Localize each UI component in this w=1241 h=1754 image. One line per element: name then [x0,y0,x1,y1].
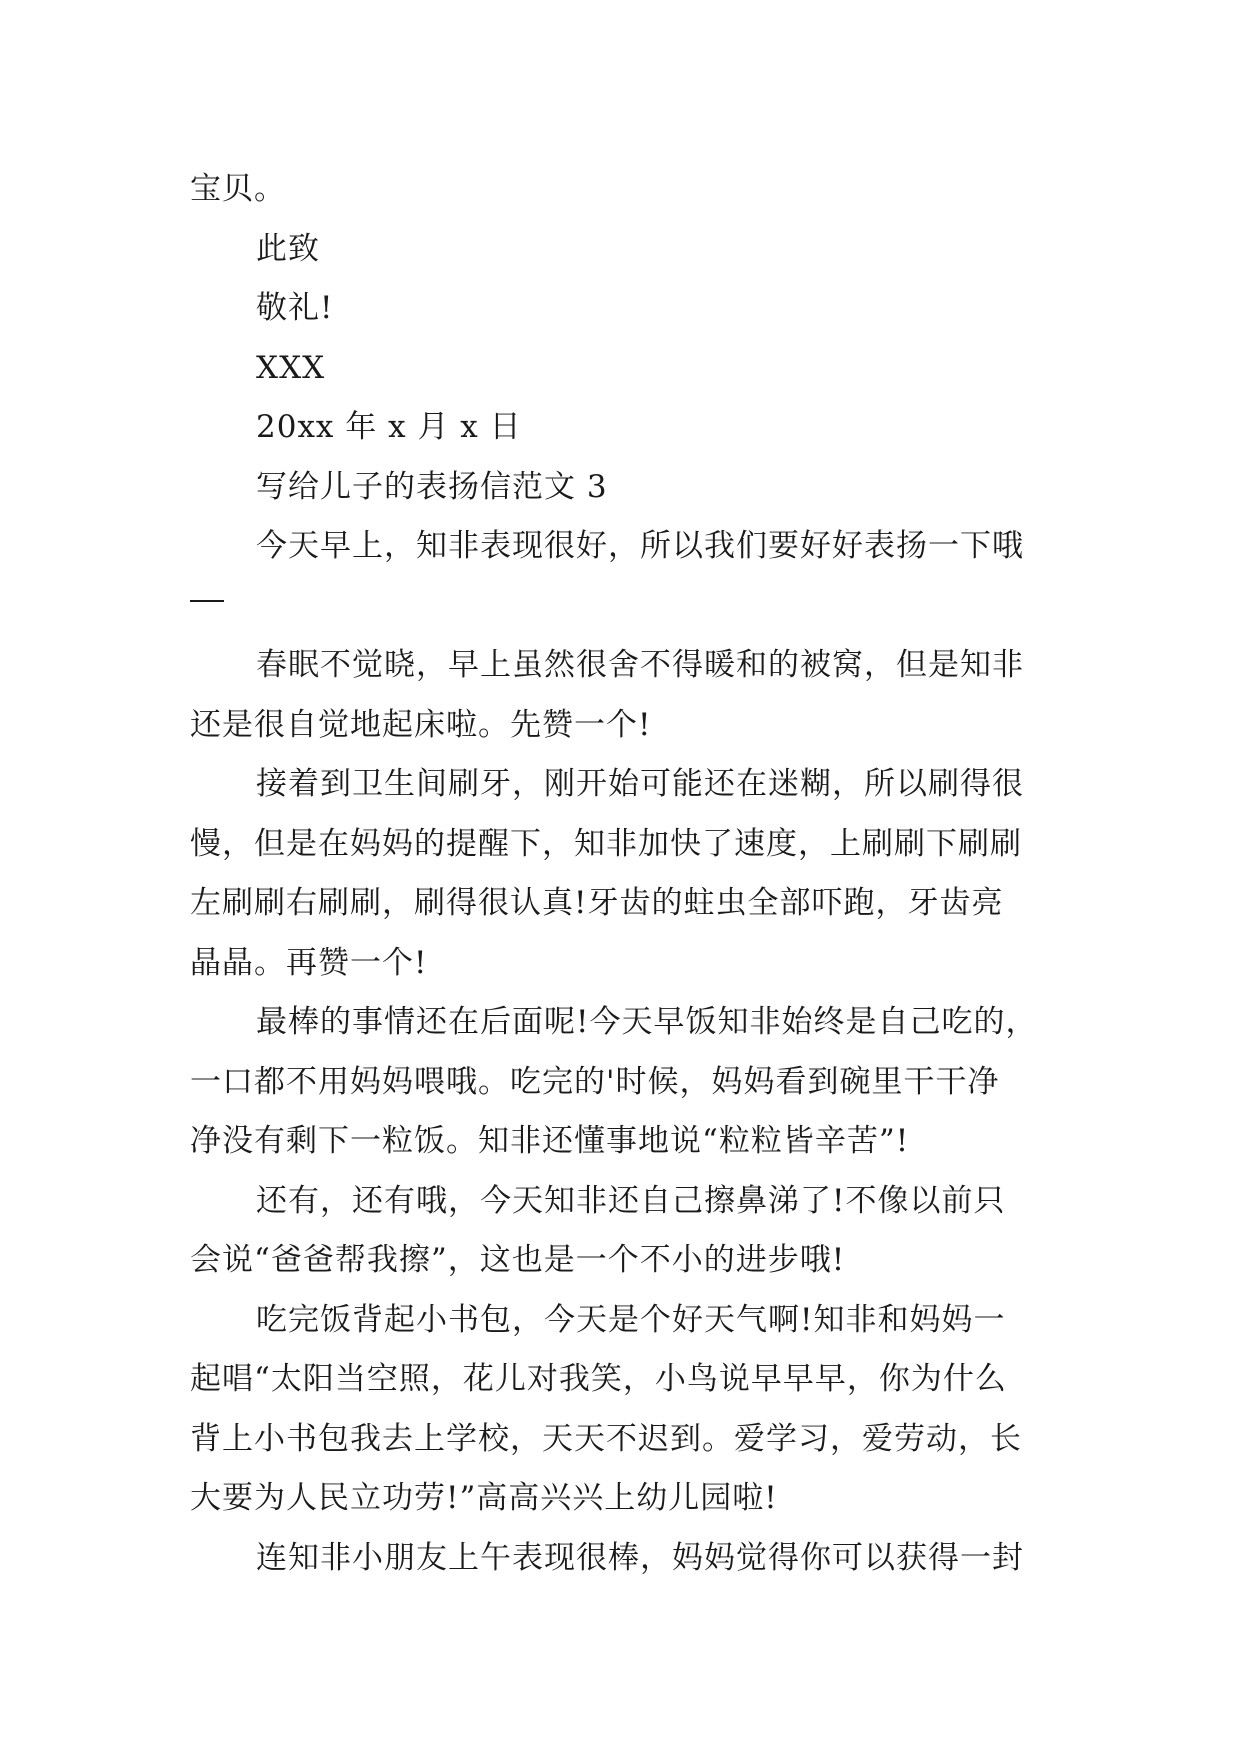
paragraph-line: 大要为人民立功劳!”高高兴兴上幼儿园啦! [190,1480,778,1516]
paragraph-line: 起唱“太阳当空照，花儿对我笑，小鸟说早早早，你为什么 [190,1361,1007,1397]
em-dash [190,600,224,602]
paragraph-line: 吃完饭背起小书包，今天是个好天气啊!知非和妈妈一 [256,1301,1006,1338]
letter-body [190,160,1050,1588]
paragraph-line: 还是很自觉地起床啦。先赞一个! [190,706,652,743]
paragraph-line: 一口都不用妈妈喂哦。吃完的'时候，妈妈看到碗里干干净 [190,1063,1000,1100]
paragraph-line: 今天早上，知非表现很好，所以我们要好好表扬一下哦 [256,528,1024,564]
paragraph-line: 还有，还有哦，今天知非还自己擦鼻涕了!不像以前只 [256,1182,1006,1219]
signature-name: XXX [256,349,326,386]
paragraph-line: 最棒的事情还在后面呢!今天早饭知非始终是自己吃的， [256,1004,1038,1040]
dash-line [190,577,1050,637]
paragraph-line: 宝贝。 [190,171,286,207]
paragraph-line: 会说“爸爸帮我擦”，这也是一个不小的进步哦! [190,1242,846,1278]
paragraph-line: 慢，但是在妈妈的提醒下，知非加快了速度，上刷刷下刷刷 [190,825,1022,862]
section-title: 写给儿子的表扬信范文 3 [256,468,608,505]
paragraph-line: 净没有剩下一粒饭。知非还懂事地说“粒粒皆辛苦”! [190,1123,910,1159]
paragraph-line: 左刷刷右刷刷，刷得很认真!牙齿的蛀虫全部吓跑，牙齿亮 [190,885,1004,921]
closing-regards: 敬礼! [256,290,334,326]
signature-date: 20xx 年 x 月 x 日 [256,409,522,445]
paragraph-line: 晶晶。再赞一个! [190,944,428,981]
closing-salutation: 此致 [256,230,320,267]
paragraph-line: 接着到卫生间刷牙，刚开始可能还在迷糊，所以刷得很 [256,766,1024,802]
paragraph-line: 春眠不觉晓，早上虽然很舍不得暖和的被窝，但是知非 [256,647,1024,683]
paragraph-line: 背上小书包我去上学校，天天不迟到。爱学习，爱劳动，长 [190,1420,1022,1457]
paragraph-line: 连知非小朋友上午表现很棒，妈妈觉得你可以获得一封 [256,1539,1024,1576]
